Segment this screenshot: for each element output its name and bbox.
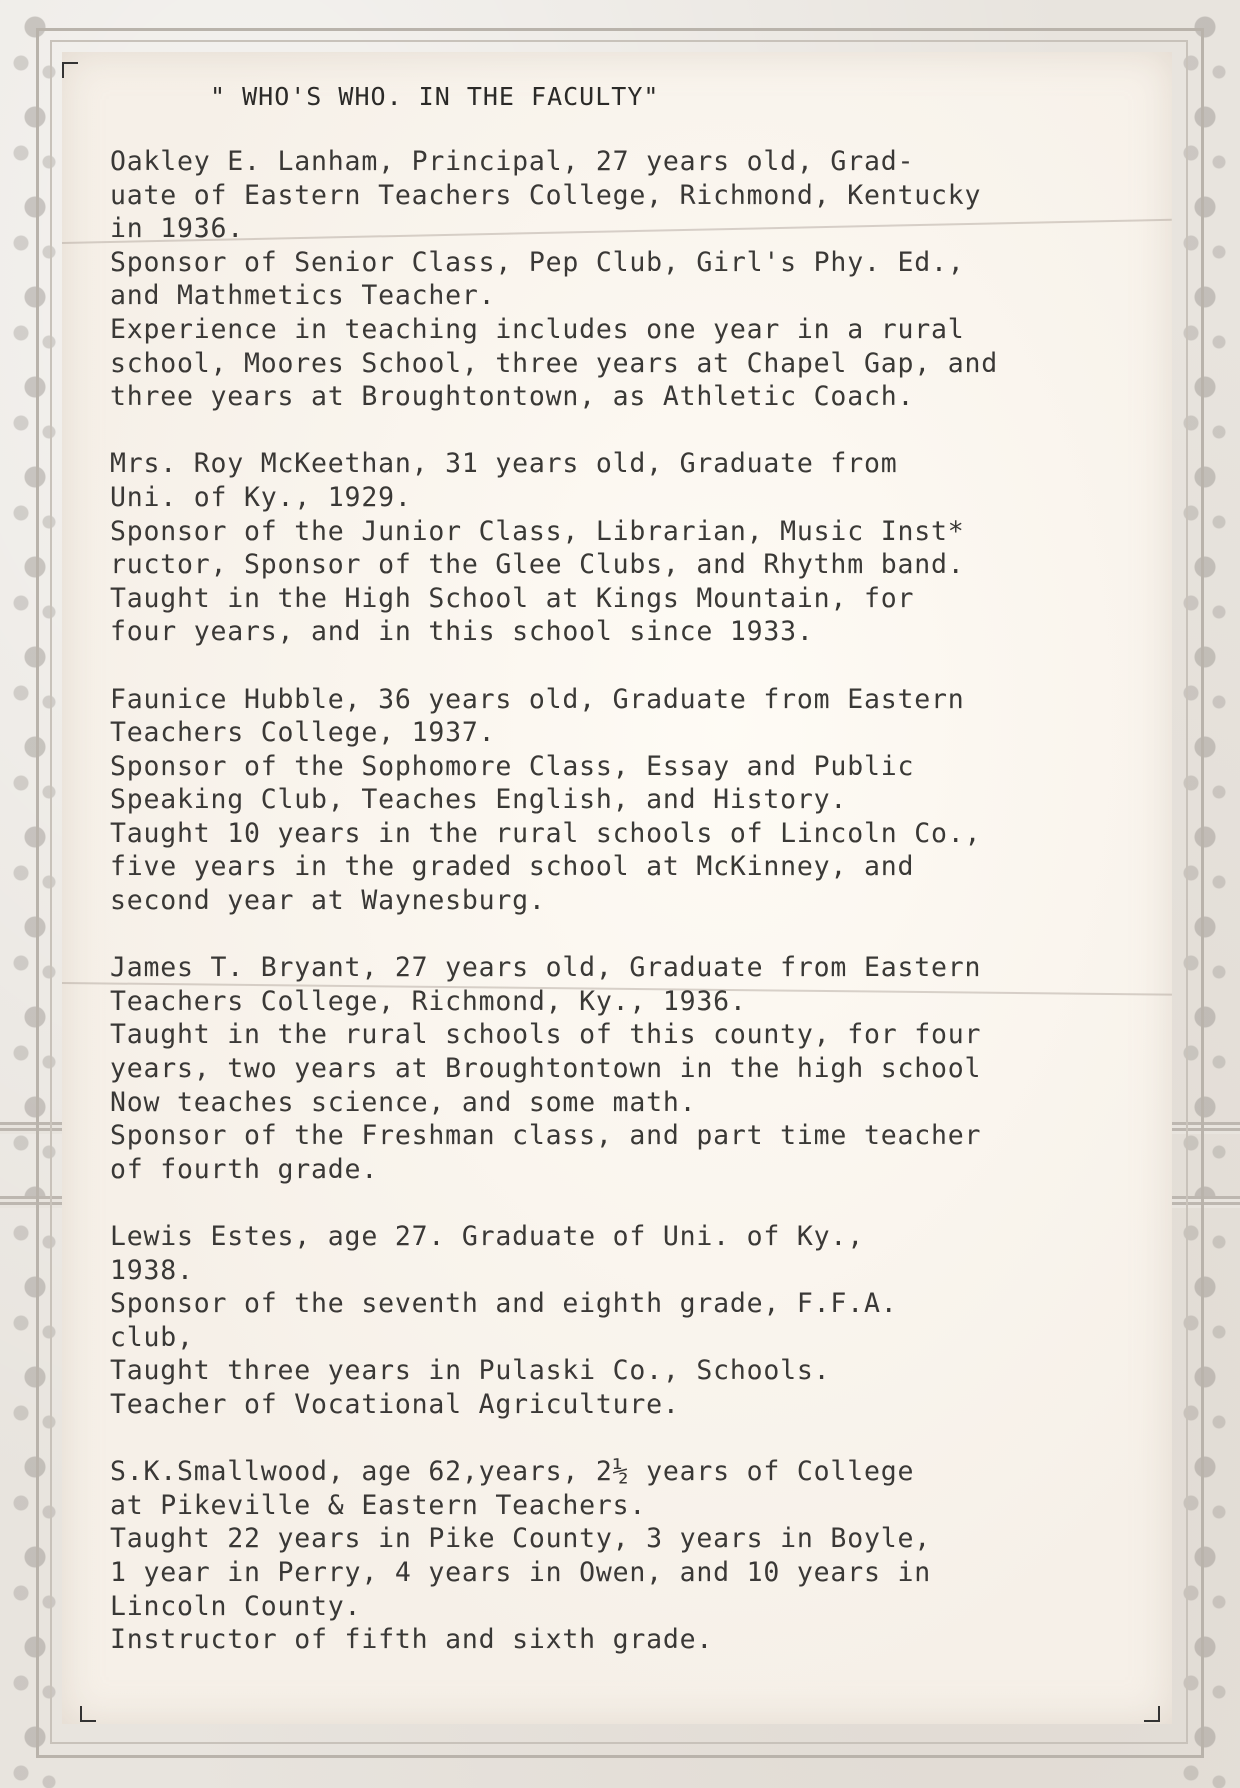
entry-line: school, Moores School, three years at Chapel Gap, and	[110, 347, 998, 379]
entry-line: Instructor of fifth and sixth grade.	[110, 1624, 714, 1656]
entry-line: 1938.	[110, 1254, 194, 1286]
entry-line: Sponsor of the Junior Class, Librarian, Music Inst*	[110, 515, 965, 547]
entry-line: three years at Broughtontown, as Athletic Coach.	[110, 381, 915, 413]
entry-line: Teacher of Vocational Agriculture.	[110, 1388, 680, 1420]
entry-line: Sponsor of the Freshman class, and part time teacher	[110, 1120, 982, 1152]
entry-line: Mrs. Roy McKeethan, 31 years old, Graduate from	[110, 448, 898, 480]
entry-line: Oakley E. Lanham, Principal, 27 years old, Grad-	[110, 146, 915, 177]
entry-line: Taught three years in Pulaski Co., Schools.	[110, 1355, 831, 1387]
entry-line: Now teaches science, and some math.	[110, 1086, 697, 1118]
faculty-entry-estes	[110, 1220, 1170, 1422]
entry-line: of fourth grade.	[110, 1153, 379, 1185]
entry-line: Lewis Estes, age 27. Graduate of Uni. of Ky.,	[110, 1221, 864, 1252]
corner-mark	[62, 62, 78, 78]
faculty-entry-mckeethan	[110, 447, 1170, 649]
faculty-entry-lanham	[110, 145, 1170, 414]
entry-line: Taught 22 years in Pike County, 3 years in Boyle,	[110, 1523, 931, 1555]
entry-line: Sponsor of the Sophomore Class, Essay and Public	[110, 750, 915, 782]
entry-line: S.K.Smallwood, age 62,years, 2½ years of College	[110, 1456, 915, 1488]
entry-line: Teachers College, Richmond, Ky., 1936.	[110, 985, 747, 1017]
entry-line: Uni. of Ky., 1929.	[110, 481, 412, 513]
entry-line: second year at Waynesburg.	[110, 885, 546, 917]
entry-line: five years in the graded school at McKinney, and	[110, 851, 915, 883]
entry-line: club,	[110, 1321, 194, 1353]
entry-line: Faunice Hubble, 36 years old, Graduate from Eastern	[110, 683, 965, 715]
entry-line: four years, and in this school since 1933.	[110, 616, 814, 648]
entry-line: Teachers College, 1937.	[110, 717, 496, 749]
faculty-entry-hubble	[110, 683, 1170, 918]
entry-line: Speaking Club, Teaches English, and History.	[110, 784, 848, 816]
entry-line: at Pikeville & Eastern Teachers.	[110, 1489, 647, 1521]
entry-line: Lincoln County.	[110, 1590, 362, 1622]
entry-line: James T. Bryant, 27 years old, Graduate from Eastern	[110, 952, 982, 984]
faculty-entries	[110, 145, 1170, 1690]
faculty-entry-smallwood	[110, 1455, 1170, 1657]
corner-mark	[80, 1706, 96, 1722]
document-title: " WHO'S WHO. IN THE FACULTY"	[210, 82, 660, 111]
entry-line: Taught in the High School at Kings Mountain, for	[110, 582, 915, 614]
entry-line: 1 year in Perry, 4 years in Owen, and 10 years in	[110, 1556, 931, 1588]
entry-line: Experience in teaching includes one year in a rural	[110, 313, 965, 345]
corner-mark	[1144, 1706, 1160, 1722]
entry-line: Sponsor of the seventh and eighth grade, F.F.A.	[110, 1288, 898, 1320]
faculty-entry-bryant	[110, 951, 1170, 1186]
entry-line: years, two years at Broughtontown in the high school	[110, 1053, 982, 1085]
entry-line: and Mathmetics Teacher.	[110, 280, 496, 312]
entry-line: in 1936.	[110, 213, 245, 245]
entry-line: Taught in the rural schools of this county, for four	[110, 1019, 982, 1051]
entry-line: Taught 10 years in the rural schools of Lincoln Co.,	[110, 817, 982, 849]
entry-line: uate of Eastern Teachers College, Richmond, Kentucky	[110, 179, 982, 211]
entry-line: ructor, Sponsor of the Glee Clubs, and Rhythm band.	[110, 549, 965, 581]
entry-line: Sponsor of Senior Class, Pep Club, Girl's Phy. Ed.,	[110, 246, 965, 278]
